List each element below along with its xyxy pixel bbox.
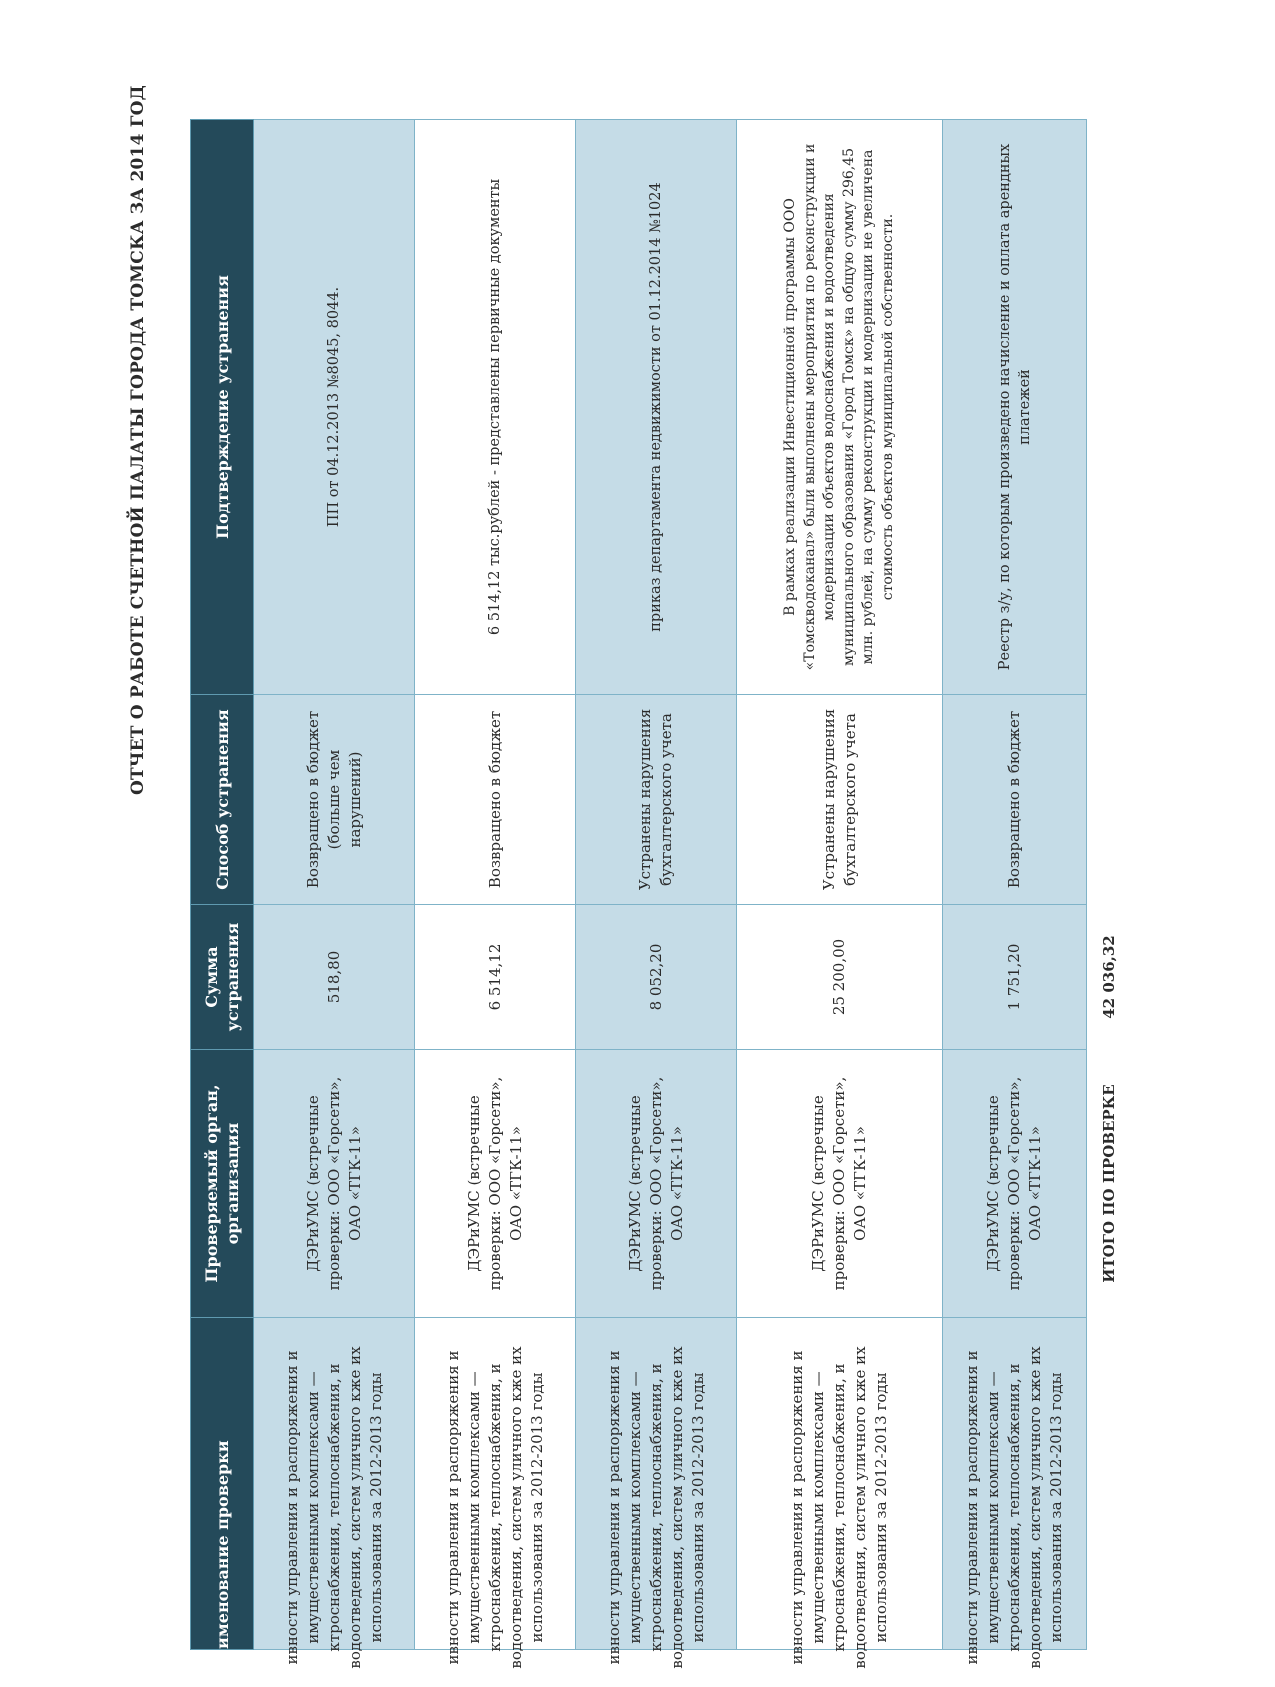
amount: 518,80 <box>324 950 343 1004</box>
confirmation-cell <box>737 120 943 695</box>
organization-cell <box>943 1050 1087 1318</box>
amount: 1 751,20 <box>1005 943 1023 1011</box>
confirmation-cell <box>943 120 1087 695</box>
method: Возвращено в бюджет <box>485 710 504 889</box>
table-row <box>576 120 737 1650</box>
check-name: ивности управления и распоряжения и имущественными комплексами — ктроснабжения, теплоснабжения, и водоотведения, систем уличного кже их использования за 2012-2013 годы <box>282 1346 385 1669</box>
method: Возвращено в бюджет (больше чем нарушений) <box>303 710 364 889</box>
method-cell <box>737 695 943 905</box>
table-header-row <box>191 120 254 1650</box>
check-name-cell <box>576 1318 737 1669</box>
table-row <box>415 120 576 1650</box>
check-name-cell <box>415 1318 576 1669</box>
amount-cell <box>576 905 737 1050</box>
amount: 6 514,12 <box>485 943 504 1011</box>
confirmation-cell <box>415 120 576 695</box>
total-empty-confirmation <box>1087 120 1134 695</box>
check-name-cell <box>254 1318 415 1669</box>
confirmation: приказ департамента недвижимости от 01.12.2014 №1024 <box>648 182 664 632</box>
amount-cell <box>943 905 1087 1050</box>
header-organization: Проверяемый орган, организация <box>191 1050 254 1318</box>
total-label: ИТОГО ПО ПРОВЕРКЕ <box>1087 1050 1134 1318</box>
total-empty-method <box>1087 695 1134 905</box>
organization: ДЭРиУМС (встречные проверки: ООО «Горсети», ОАО «ТГК-11» <box>809 1076 869 1291</box>
table-row <box>943 120 1087 1650</box>
method: Устранены нарушения бухгалтерского учета <box>819 708 859 891</box>
check-name-cell <box>737 1318 943 1669</box>
organization: ДЭРиУМС (встречные проверки: ООО «Горсети», ОАО «ТГК-11» <box>464 1076 525 1291</box>
amount: 25 200,00 <box>830 938 848 1016</box>
organization-cell <box>254 1050 415 1318</box>
confirmation-cell <box>254 120 415 695</box>
amount-cell <box>254 905 415 1050</box>
report-table <box>190 119 1133 1669</box>
organization: ДЭРиУМС (встречные проверки: ООО «Горсети», ОАО «ТГК-11» <box>303 1076 364 1291</box>
check-name: ивности управления и распоряжения и имущественными комплексами — ктроснабжения, теплоснабжения, и водоотведения, систем уличного кже их использования за 2012-2013 годы <box>443 1346 546 1669</box>
amount-cell <box>737 905 943 1050</box>
header-amount: Сумма устранения <box>191 905 254 1050</box>
table-row <box>254 120 415 1650</box>
check-name: ивности управления и распоряжения и имущественными комплексами — ктроснабжения, теплоснабжения, и водоотведения, систем уличного кже их использования за 2012-2013 годы <box>788 1346 890 1669</box>
method: Возвращено в бюджет <box>1005 710 1023 889</box>
organization-cell <box>737 1050 943 1318</box>
amount-cell <box>415 905 576 1050</box>
method-cell <box>943 695 1087 905</box>
organization: ДЭРиУМС (встречные проверки: ООО «Горсети», ОАО «ТГК-11» <box>625 1076 686 1291</box>
check-name: ивности управления и распоряжения и имущественными комплексами — ктроснабжения, теплоснабжения, и водоотведения, систем уличного кже их использования за 2012-2013 годы <box>604 1346 707 1669</box>
table-row <box>737 120 943 1650</box>
method-cell <box>576 695 737 905</box>
confirmation: В рамках реализации Инвестиционной программы ООО «Томскводоканал» были выполнены мероприятия по реконструкции и модернизации объектов водоснабжения и водоотведения муниципального образования «Город Томск» на общую сумму 296,45 млн. рублей, на сумму реконструкции и модернизации не увеличена стоимость объектов муниципальной собственности. <box>782 143 896 671</box>
document-title: ОТЧЕТ О РАБОТЕ СЧЕТНОЙ ПАЛАТЫ ГОРОДА ТОМСКА ЗА 2014 ГОД <box>128 85 148 795</box>
organization-cell <box>576 1050 737 1318</box>
check-name: ивности управления и распоряжения и имущественными комплексами — ктроснабжения, теплоснабжения, и водоотведения, систем уличного кже их использования за 2012-2013 годы <box>963 1346 1065 1669</box>
method-cell <box>254 695 415 905</box>
method: Устранены нарушения бухгалтерского учета <box>636 708 675 891</box>
check-name-cell <box>943 1318 1087 1669</box>
confirmation: Реестр з/у, по которым произведено начисление и оплата арендных платежей <box>996 143 1033 671</box>
header-confirmation: Подтверждение устранения <box>191 120 254 695</box>
header-check-name: именование проверки <box>191 1318 254 1650</box>
amount: 8 052,20 <box>646 943 665 1011</box>
total-amount: 42 036,32 <box>1087 905 1134 1050</box>
organization-cell <box>415 1050 576 1318</box>
total-spacer <box>1087 1318 1134 1650</box>
method-cell <box>415 695 576 905</box>
total-row <box>1087 120 1134 1650</box>
confirmation-cell <box>576 120 737 695</box>
organization: ДЭРиУМС (встречные проверки: ООО «Горсети», ОАО «ТГК-11» <box>984 1076 1044 1291</box>
confirmation: ПП от 04.12.2013 №8045, 8044. <box>326 286 342 528</box>
confirmation: 6 514,12 тыс.рублей - представлены первичные документы <box>487 178 503 636</box>
header-method: Способ устранения <box>191 695 254 905</box>
